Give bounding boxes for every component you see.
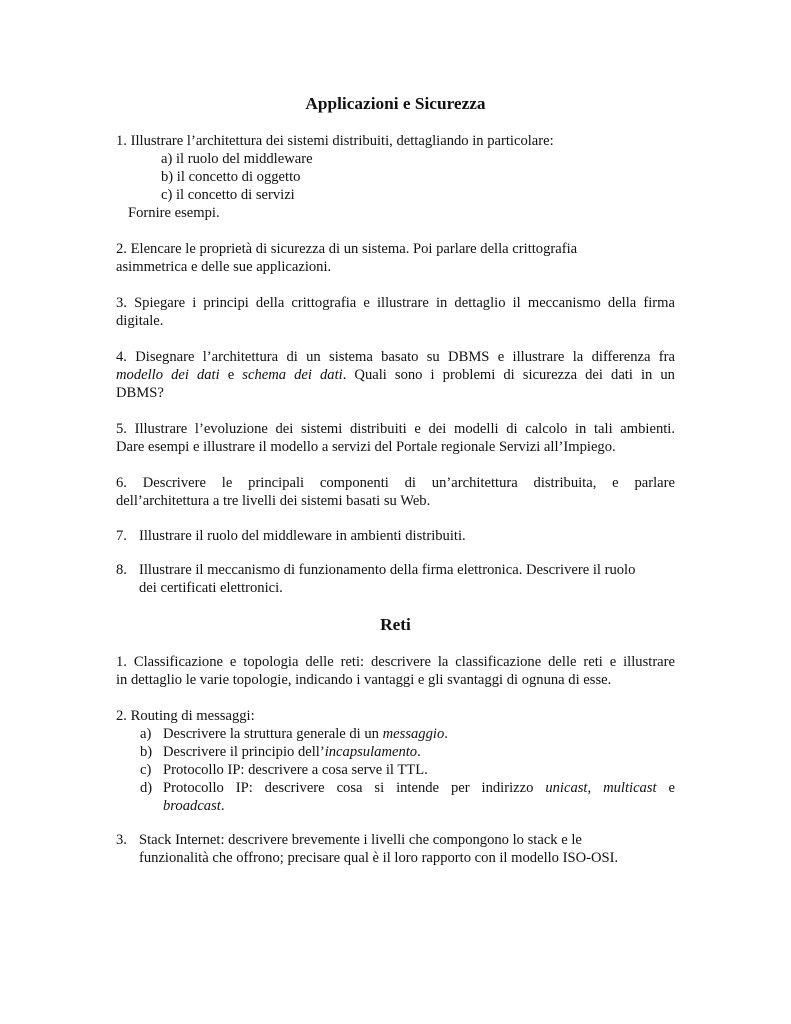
question-1-end: Fornire esempi. (128, 205, 220, 221)
question-4-line-1: 4. Disegnare l’architettura di un sistema basato su DBMS e illustrare la differenza fra (116, 349, 675, 365)
question-8-line-1: Illustrare il meccanismo di funzionamento della firma elettronica. Descrivere il ruolo (139, 562, 636, 578)
reti-question-1-line-1: 1. Classificazione e topologia delle reti: descrivere la classificazione delle reti e illustrare (116, 654, 675, 670)
reti-question-2-intro: 2. Routing di messaggi: (116, 708, 255, 724)
reti-question-3-line-2: funzionalità che offrono; precisare qual è il loro rapporto con il modello ISO-OSI. (139, 850, 619, 866)
question-6-line-2: dell’architettura a tre livelli dei sistemi basati su Web. (116, 493, 431, 509)
question-1-item-c: c) il concetto di servizi (161, 187, 295, 203)
question-2-line-1: 2. Elencare le proprietà di sicurezza di un sistema. Poi parlare della crittografia (116, 241, 578, 257)
item-d-em-multicast: multicast (603, 780, 657, 796)
question-4-rest: . Quali sono i problemi di sicurezza dei dati in un (342, 367, 675, 383)
question-1-item-b: b) il concetto di oggetto (161, 169, 301, 185)
section-title-reti: Reti (380, 615, 411, 634)
question-7-text: Illustrare il ruolo del middleware in ambienti distribuiti. (139, 528, 466, 544)
question-4-line-3: DBMS? (116, 385, 164, 401)
reti-question-1-line-2: in dettaglio le varie topologie, indicando i vantaggi e gli svantaggi di ognuna di esse. (116, 672, 612, 688)
item-d-line-2 (163, 797, 675, 815)
question-4-em-modello: modello dei dati (116, 367, 220, 383)
item-a-label: a) (140, 726, 152, 742)
item-d-label: d) (140, 780, 153, 796)
item-d-text-plain: Protocollo IP: descrivere cosa si intende per indirizzo (163, 780, 546, 796)
question-1-item-a: a) il ruolo del middleware (161, 151, 313, 167)
question-2-line-2: asimmetrica e delle sue applicazioni. (116, 259, 332, 275)
item-c-text: Protocollo IP: descrivere a cosa serve il TTL. (163, 762, 428, 778)
question-7-number: 7. (116, 528, 127, 544)
question-4-line-2 (116, 366, 675, 384)
item-a-text-plain: Descrivere la struttura generale di un (163, 726, 383, 742)
item-d-em-broadcast: broadcast (163, 798, 221, 814)
item-d-em-unicast: unicast (545, 780, 588, 796)
question-4-em-schema: schema dei dati (242, 367, 343, 383)
item-b-end: . (417, 744, 421, 760)
item-a-em: messaggio (382, 726, 445, 742)
item-b-em: incapsulamento (324, 744, 418, 760)
item-d-and: e (656, 780, 675, 796)
item-c-label: c) (140, 762, 152, 778)
item-d-sep: , (587, 780, 604, 796)
reti-question-3-number: 3. (116, 832, 127, 848)
question-5-line-1: 5. Illustrare l’evoluzione dei sistemi distribuiti e dei modelli di calcolo in tali ambienti. (116, 421, 675, 437)
question-6-line-1: 6. Descrivere le principali componenti di un’architettura distribuita, e parlare (116, 475, 675, 491)
item-b-text (163, 743, 675, 761)
reti-question-3-line-1: Stack Internet: descrivere brevemente i livelli che compongono lo stack e le (139, 832, 582, 848)
section-title-applicazioni: Applicazioni e Sicurezza (305, 94, 486, 113)
item-d-line-1 (163, 779, 675, 797)
question-1-text: 1. Illustrare l’architettura dei sistemi distribuiti, dettagliando in particolare: (116, 133, 554, 149)
question-3-line-2: digitale. (116, 313, 164, 329)
item-a-end: . (444, 726, 448, 742)
question-4-mid: e (219, 367, 243, 383)
item-b-text-plain: Descrivere il principio dell’ (163, 744, 325, 760)
item-a-text (163, 725, 675, 743)
question-8-line-2: dei certificati elettronici. (139, 580, 283, 596)
question-8-number: 8. (116, 562, 127, 578)
item-d-end: . (220, 798, 225, 814)
question-5-line-2: Dare esempi e illustrare il modello a servizi del Portale regionale Servizi all’Impiego. (116, 439, 616, 455)
item-b-label: b) (140, 744, 153, 760)
question-3-line-1: 3. Spiegare i principi della crittografia e illustrare in dettaglio il meccanismo della firma (116, 295, 675, 311)
